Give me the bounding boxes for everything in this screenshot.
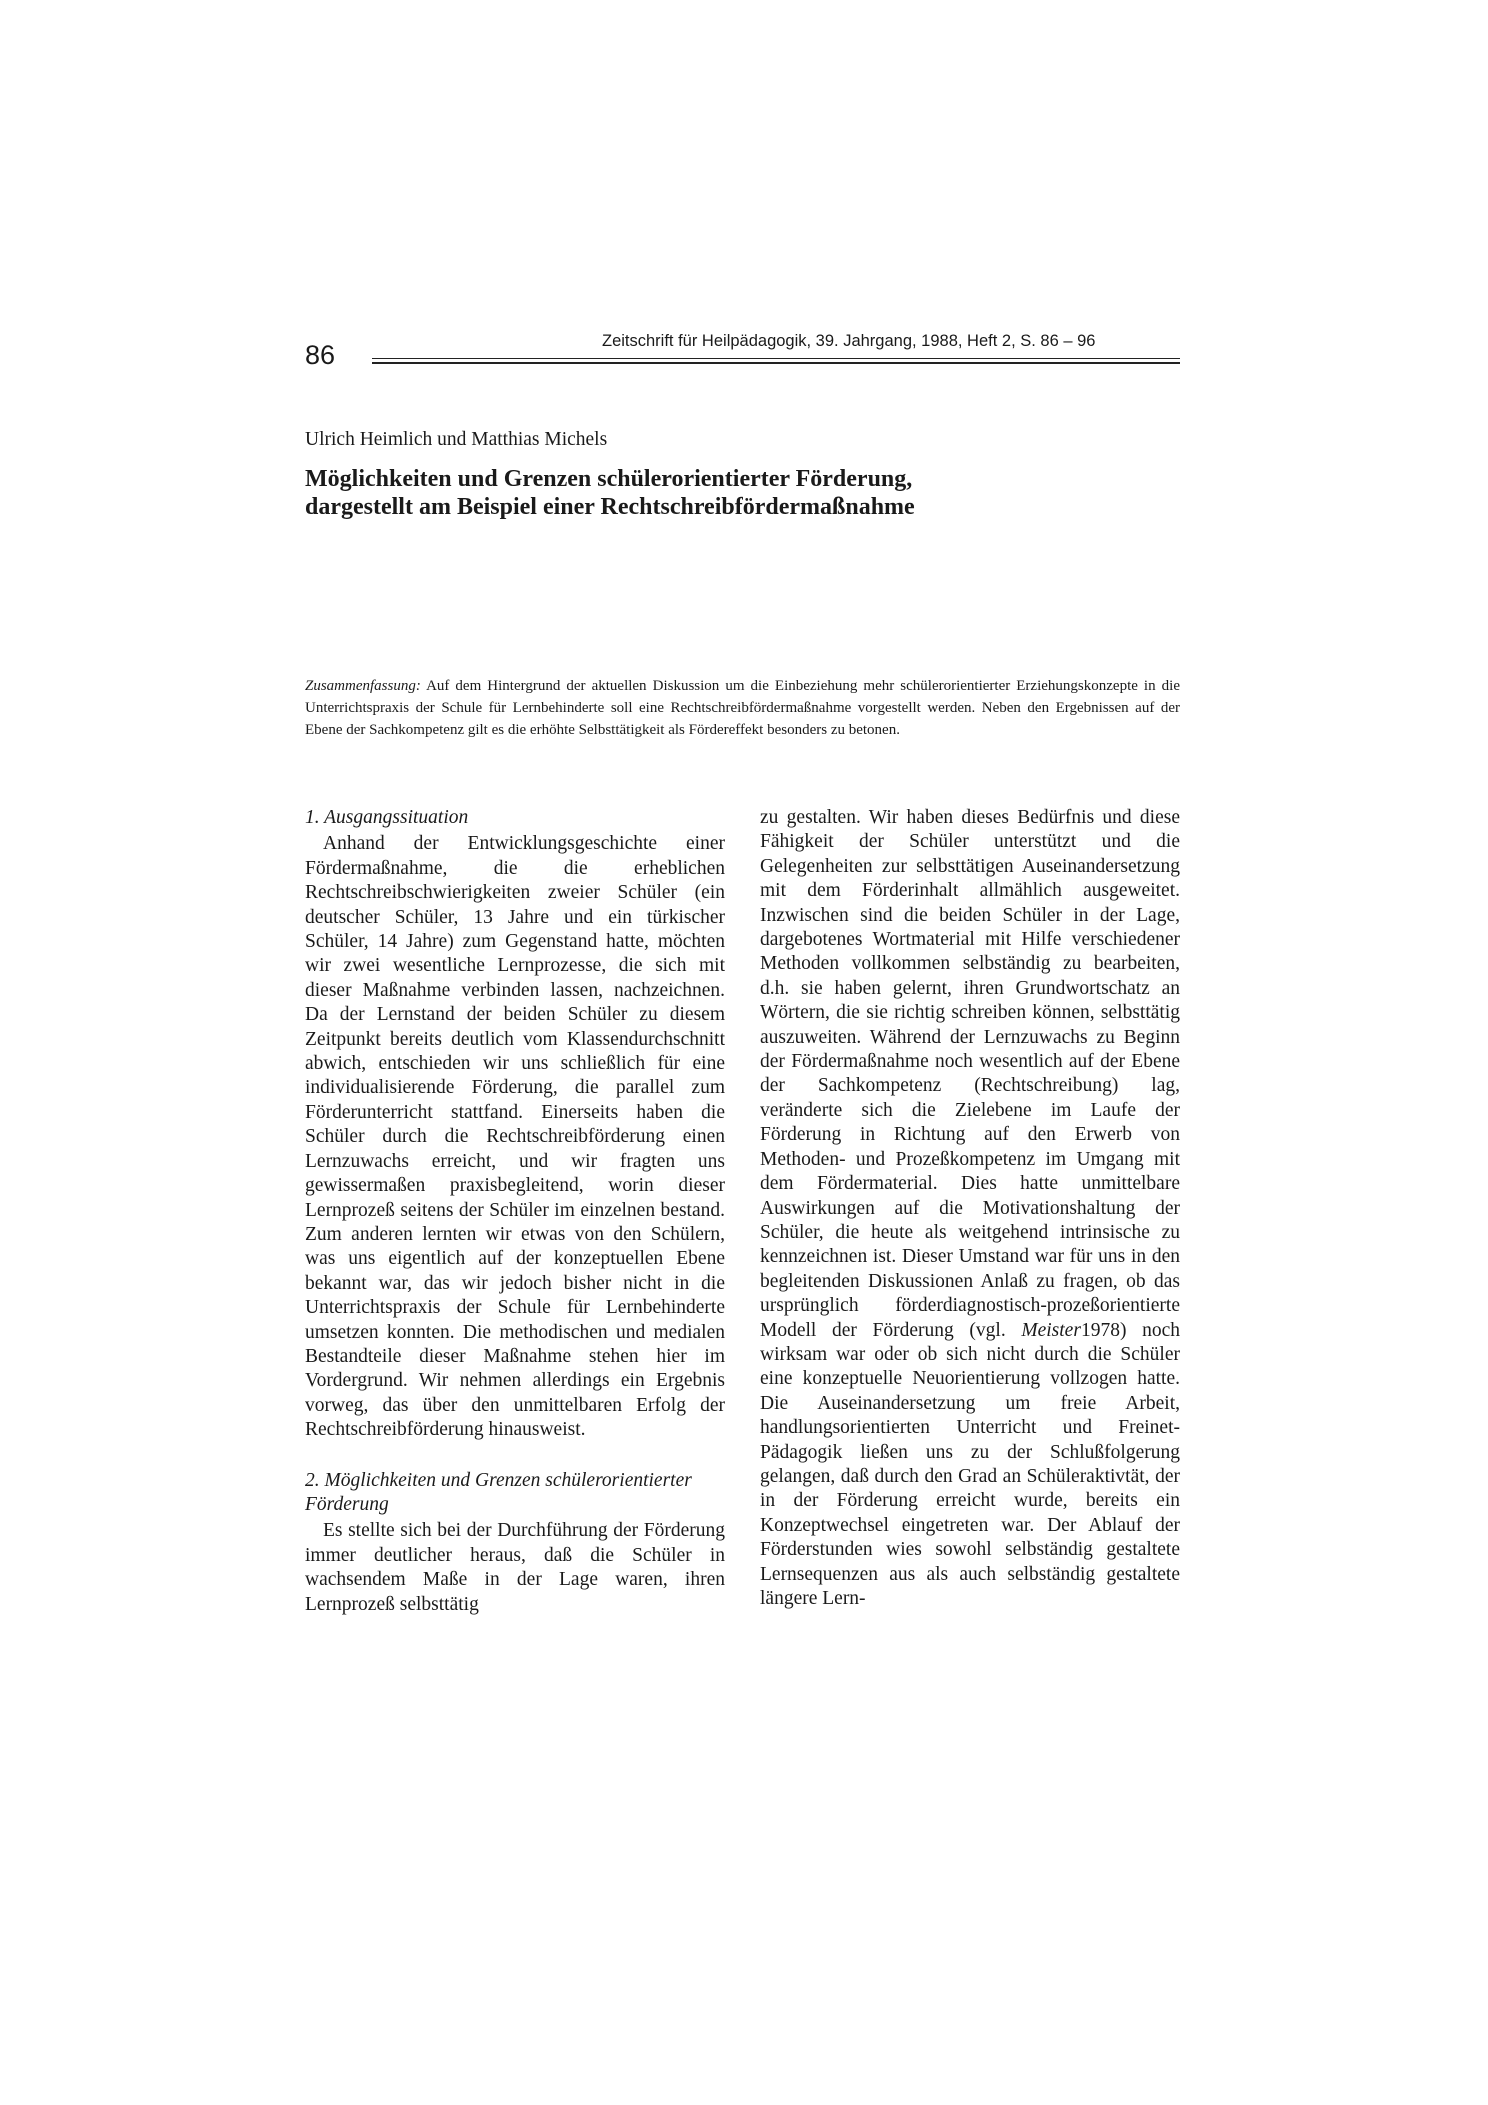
- section-2-heading: 2. Möglichkeiten und Grenzen schülerorientierter Förderung: [305, 1469, 692, 1515]
- authors: Ulrich Heimlich und Matthias Michels: [305, 429, 608, 450]
- header-rule-top: [372, 358, 1180, 359]
- abstract-label: Zusammenfassung:: [305, 678, 421, 694]
- abstract: [305, 675, 1180, 741]
- section-1-paragraph: Anhand der Entwicklungsgeschichte einer Fördermaßnahme, die die erheblichen Rechtschreibschwierigkeiten zweier Schüler (ein deutscher Schüler, 13 Jahre und ein türkischer Schüler, 14 Jahre) zum Gegenstand hatte, möchten wir zwei wesentliche Lernprozesse, die sich mit dieser Maßnahme verbinden lassen, nachzeichnen. Da der Lernstand der beiden Schüler zu diesem Zeitpunkt bereits deutlich vom Klassendurchschnitt abwich, entschieden wir uns schließlich für eine individualisierende Förderung, die parallel zum Förderunterricht stattfand. Einerseits haben die Schüler durch die Rechtschreibförderung einen Lernzuwachs erreicht, und wir fragten uns gewissermaßen praxisbegleitend, worin dieser Lernprozeß seitens der Schüler im einzelnen bestand. Zum anderen lernten wir etwas von den Schülern, was uns eigentlich auf der konzeptuellen Ebene bekannt war, das wir jedoch bisher nicht in die Unterrichtspraxis der Schule für Lernbehinderte umsetzen konnten. Die methodischen und medialen Bestandteile dieser Maßnahme stehen hier im Vordergrund. Wir nehmen allerdings ein Ergebnis vorweg, das über den unmittelbaren Erfolg der Rechtschreibförderung hinausweist.: [305, 833, 725, 1441]
- column-left: [305, 806, 725, 1617]
- title-line-1: Möglichkeiten und Grenzen schülerorientierter Förderung,: [305, 466, 913, 492]
- header-rule-bottom: [372, 362, 1180, 364]
- journal-reference: Zeitschrift für Heilpädagogik, 39. Jahrgang, 1988, Heft 2, S. 86 – 96: [602, 332, 1096, 350]
- title-line-2: dargestellt am Beispiel einer Rechtschreibfördermaßnahme: [305, 494, 915, 520]
- paragraph-text-b: 1978) noch wirksam war oder ob sich nicht durch die Schüler eine konzeptuelle Neuorientierung vollzogen hatte. Die Auseinandersetzung um freie Arbeit, handlungsorientierten Unterricht und Freinet-Pädagogik ließen uns zu der Schlußfolgerung gelangen, daß durch den Grad an Schüleraktivtät, der in der Förderung erreicht wurde, bereits ein Konzeptwechsel eingetreten war. Der Ablauf der Förderstunden wies sowohl selbständig gestaltete Lernsequenzen aus als auch selbständig gestaltete längere Lern-: [760, 1319, 1180, 1609]
- abstract-text: Auf dem Hintergrund der aktuellen Diskussion um die Einbeziehung mehr schülerorientierter Erziehungskonzepte in die Unterrichtspraxis der Schule für Lernbehinderte soll eine Rechtschreibfördermaßnahme vorgestellt werden. Neben den Ergebnissen auf der Ebene der Sachkompetenz gilt es die erhöhte Selbsttätigkeit als Fördereffekt besonders zu betonen.: [305, 678, 1180, 738]
- article-title: [305, 465, 1165, 521]
- section-2-paragraph-start: Es stellte sich bei der Durchführung der Förderung immer deutlicher heraus, daß die Schüler in wachsendem Maße in der Lage waren, ihren Lernprozeß selbsttätig: [305, 1520, 725, 1615]
- citation-author: Meister: [1021, 1319, 1081, 1341]
- page-number: 86: [305, 340, 336, 370]
- paragraph-text-a: zu gestalten. Wir haben dieses Bedürfnis und diese Fähigkeit der Schüler unterstützt und die Gelegenheiten zur selbsttätigen Auseinandersetzung mit dem Förderinhalt allmählich ausgeweitet. Inzwischen sind die beiden Schüler in der Lage, dargebotenes Wortmaterial mit Hilfe verschiedener Methoden vollkommen selbständig zu bearbeiten, d.h. sie haben gelernt, ihren Grundwortschatz an Wörtern, die sie richtig schreiben können, selbsttätig auszuweiten. Während der Lernzuwachs zu Beginn der Fördermaßnahme noch wesentlich auf der Ebene der Sachkompetenz (Rechtschreibung) lag, veränderte sich die Zielebene im Laufe der Förderung in Richtung auf den Erwerb von Methoden- und Prozeßkompetenz im Umgang mit dem Fördermaterial. Dies hatte unmittelbare Auswirkungen auf die Motivationshaltung der Schüler, die heute als weitgehend intrinsische zu kennzeichnen ist. Dieser Umstand war für uns in den begleitenden Diskussionen Anlaß zu fragen, ob das ursprünglich förderdiagnostisch-prozeßorientierte Modell der Förderung (vgl.: [760, 807, 1180, 1341]
- column-right: [760, 806, 1180, 1611]
- section-1-heading: 1. Ausgangssituation: [305, 807, 469, 828]
- section-2-paragraph-continued: [760, 806, 1180, 1611]
